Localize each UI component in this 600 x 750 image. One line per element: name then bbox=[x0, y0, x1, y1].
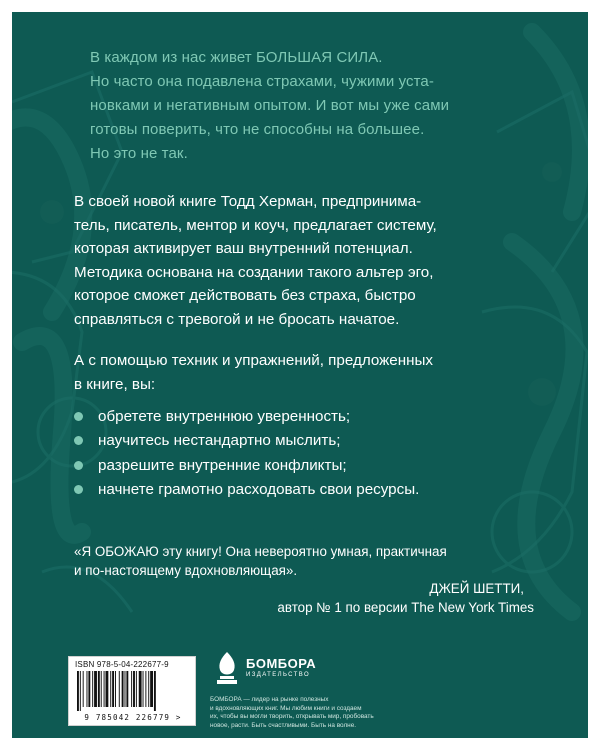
publisher-description-line: новое, расти. Быть счастливыми. Быть на волне. bbox=[210, 721, 357, 729]
barcode-icon bbox=[75, 671, 191, 711]
bombora-logo-icon bbox=[212, 650, 242, 686]
barcode-panel bbox=[68, 656, 196, 726]
publisher-subtitle: ИЗДАТЕЛЬСТВО bbox=[246, 672, 311, 678]
description-line: которая активирует ваш внутренний потенциал. bbox=[74, 240, 413, 258]
list-item-text: научитесь нестандартно мыслить; bbox=[98, 432, 341, 450]
publisher-description bbox=[210, 696, 400, 730]
description-line: справляться с тревогой и не бросать начатое. bbox=[74, 310, 400, 328]
book-back-cover bbox=[12, 12, 588, 738]
quote-author-title: автор № 1 по версии The New York Times bbox=[277, 599, 534, 615]
publisher-description-line: БОМБОРА — лидер на рынке полезных bbox=[210, 696, 329, 703]
list-item-text: обретете внутреннюю уверенность; bbox=[98, 407, 351, 425]
lead-line: в книге, вы: bbox=[74, 375, 156, 393]
description-line: Методика основана на создании такого альтер эго, bbox=[74, 263, 434, 281]
list-item bbox=[74, 404, 534, 429]
description-paragraph bbox=[74, 190, 529, 332]
bullet-dot-icon bbox=[74, 436, 83, 445]
quote-author: ДЖЕЙ ШЕТТИ, bbox=[429, 581, 524, 596]
bullet-dot-icon bbox=[74, 412, 83, 421]
list-item bbox=[74, 429, 534, 454]
intro-line: новками и негативным опытом. И вот мы уже сами bbox=[90, 97, 450, 114]
testimonial-quote bbox=[74, 543, 534, 617]
description-line: В своей новой книге Тодд Херман, предпринима- bbox=[74, 193, 422, 210]
quote-line: «Я ОБОЖАЮ эту книгу! Она невероятно умная, практичная bbox=[74, 544, 447, 559]
quote-line: и по-настоящему вдохновляющая». bbox=[74, 562, 298, 578]
barcode-digits: 9 785042 226779 > bbox=[84, 713, 182, 722]
intro-line: готовы поверить, что не способны на большее. bbox=[90, 121, 425, 138]
intro-line: Но это не так. bbox=[90, 145, 188, 162]
list-item bbox=[74, 453, 534, 478]
intro-line: В каждом из нас живет БОЛЬШАЯ СИЛА. bbox=[90, 49, 383, 66]
lead-line: А с помощью техник и упражнений, предложенных bbox=[74, 352, 434, 369]
isbn-label: ISBN 978-5-04-222677-9 bbox=[75, 660, 169, 669]
bullet-dot-icon bbox=[74, 461, 83, 470]
list-item bbox=[74, 478, 534, 503]
publisher-name: БОМБОРА bbox=[246, 656, 317, 671]
publisher-logo bbox=[212, 650, 316, 686]
description-line: которое сможет действовать без страха, быстро bbox=[74, 287, 416, 305]
list-item-text: начнете грамотно расходовать свои ресурсы. bbox=[98, 481, 420, 499]
publisher-description-line: и вдохновляющих книг. Мы любим книги и создаем bbox=[210, 704, 362, 712]
description-line: тель, писатель, ментор и коуч, предлагает систему, bbox=[74, 216, 437, 234]
intro-line: Но часто она подавлена страхами, чужими уста- bbox=[90, 73, 434, 90]
bullet-dot-icon bbox=[74, 485, 83, 494]
list-item-text: разрешите внутренние конфликты; bbox=[98, 456, 347, 474]
benefits-lead bbox=[74, 349, 529, 396]
benefits-list bbox=[74, 404, 534, 502]
intro-text bbox=[90, 46, 520, 166]
publisher-description-line: их, чтобы вы могли творить, открывать мир, пробовать bbox=[210, 713, 374, 721]
